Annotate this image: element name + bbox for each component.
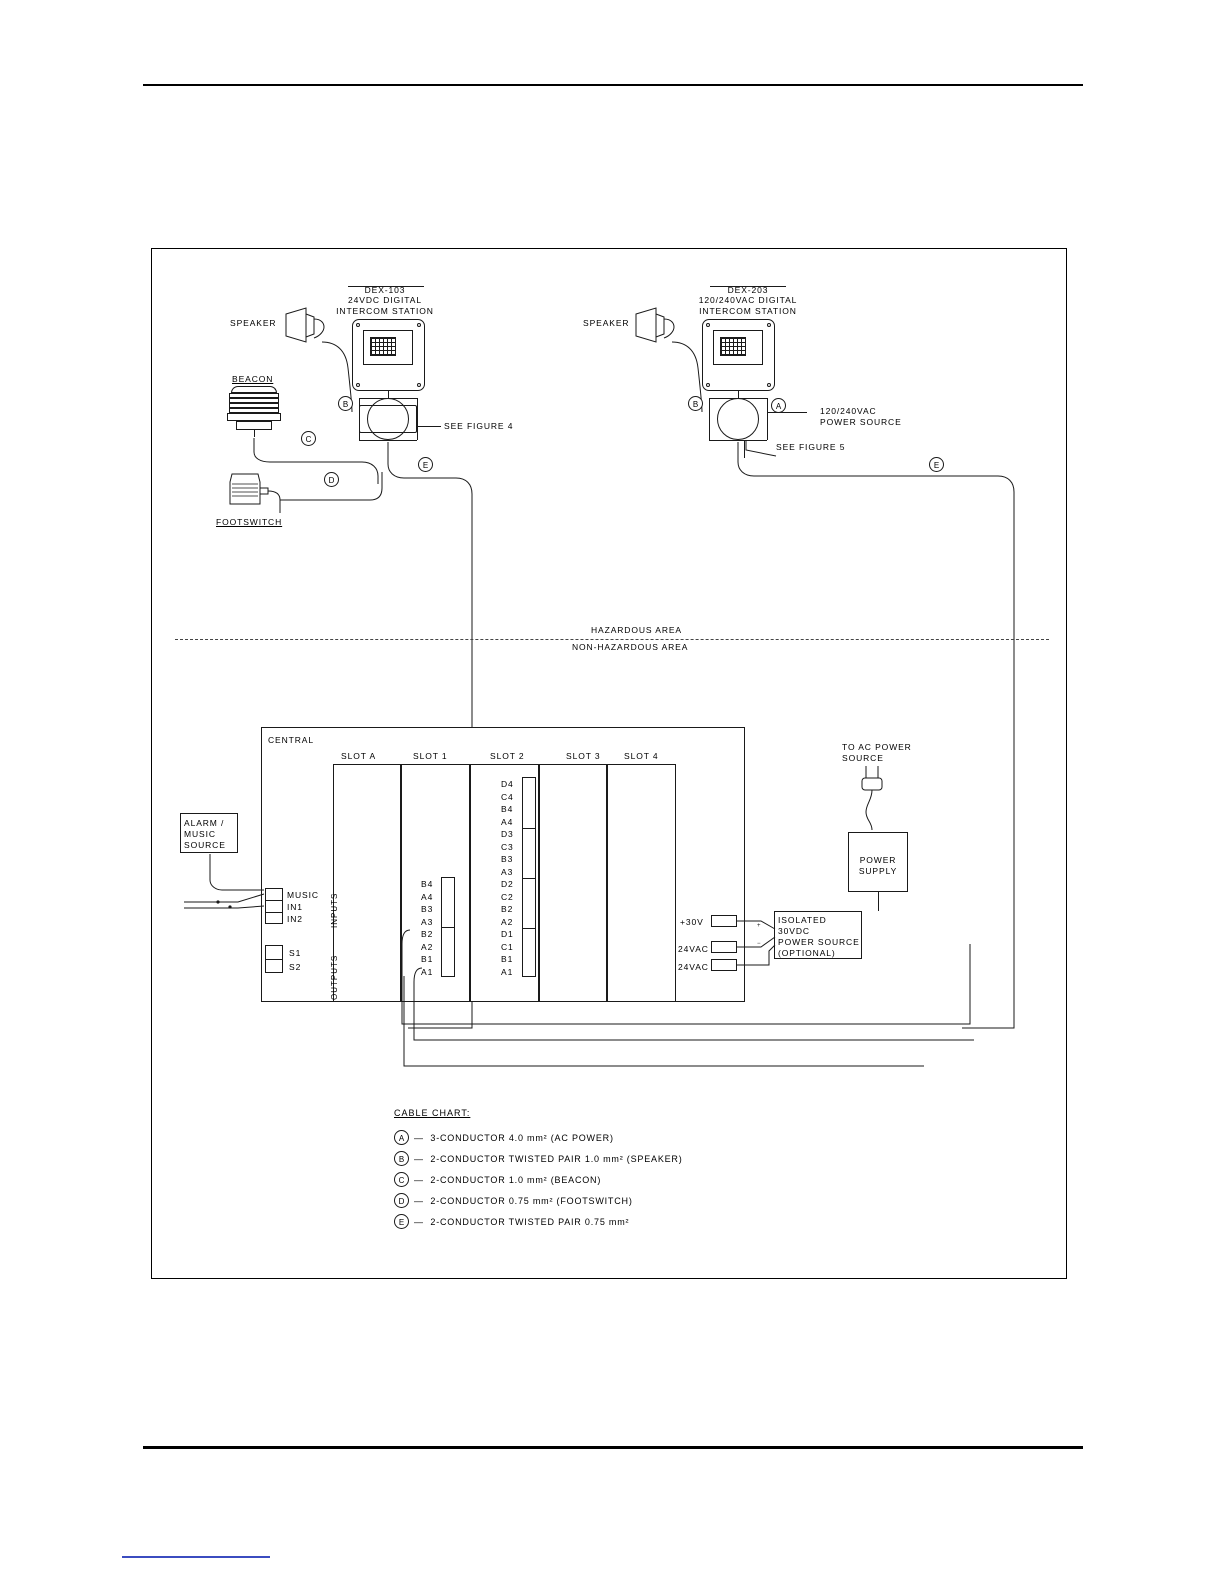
power-supply-line2: SUPPLY [858, 866, 898, 876]
slot-1-terminal-a1: A1 [421, 966, 434, 977]
slot-1-terminal-b1: B1 [421, 954, 434, 964]
cable-chart-text-d: — 2-CONDUCTOR 0.75 mm² (FOOTSWITCH) [414, 1196, 633, 1206]
right-station-model: DEX-203 [727, 285, 769, 295]
right-junction-box [717, 398, 759, 440]
slot-2-terminal-a1-15: A1 [501, 966, 514, 977]
input-terminal-in1: IN1 [287, 902, 303, 912]
right-station-line3: INTERCOM STATION [699, 306, 797, 316]
left-junction-right [417, 398, 418, 440]
right-station-model-underline [710, 285, 786, 287]
left-station-model-underline [348, 285, 424, 287]
slot-2-terminal-b4-2: B4 [501, 804, 514, 814]
alarm-source-wiring [178, 850, 278, 920]
central-title: CENTRAL [268, 735, 314, 745]
left-station-model: DEX-103 [364, 285, 406, 295]
footer-link-underline [122, 1556, 270, 1558]
slot2-div [522, 828, 536, 829]
see-figure-4-leader [417, 426, 441, 427]
power-supply-output [878, 892, 879, 911]
beacon-mount [236, 421, 272, 430]
power-terminal-30v: +30V [680, 917, 704, 927]
cable-chart-text-e: — 2-CONDUCTOR TWISTED PAIR 0.75 mm² [414, 1217, 630, 1227]
inputs-label: INPUTS [330, 892, 339, 928]
right-power-source-line1: 120/240VAC [820, 406, 877, 416]
slot-a-column [333, 764, 401, 1002]
right-junction-right [767, 398, 768, 440]
slot-2-terminal-b2-10: B2 [501, 904, 514, 914]
cable-chart-title: CABLE CHART: [394, 1108, 471, 1118]
output-terminal-s1: S1 [289, 948, 302, 958]
cable-tag-b-left: B [338, 396, 353, 411]
isolated-line1: ISOLATED [778, 915, 827, 925]
power-supply-line1: POWER [859, 855, 897, 865]
slot-2-terminal-c2-9: C2 [501, 891, 514, 902]
isolated-line3: POWER SOURCE [778, 937, 860, 947]
slot-1-label: SLOT 1 [413, 751, 448, 761]
cable-tag-c: C [301, 431, 316, 446]
cable-tag-a: A [771, 398, 786, 413]
alarm-source-line2: MUSIC [184, 829, 216, 839]
right-station-line2: 120/240VAC DIGITAL [698, 295, 798, 305]
alarm-source-line3: SOURCE [184, 840, 226, 850]
cable-chart-text-b: — 2-CONDUCTOR TWISTED PAIR 1.0 mm² (SPEAKER) [414, 1154, 683, 1164]
ac-plug-icon [852, 764, 900, 834]
cable-chart-tag-c: C [394, 1172, 409, 1187]
slot-1-terminal-a3: A3 [421, 916, 434, 927]
screw-icon [767, 323, 771, 327]
slot-2-terminal-b1-14: B1 [501, 954, 514, 964]
isolated-line2: 30VDC [778, 926, 810, 936]
cable-chart-text-c: — 2-CONDUCTOR 1.0 mm² (BEACON) [414, 1175, 602, 1185]
slot-2-terminal-c3-5: C3 [501, 841, 514, 852]
screw-icon [417, 323, 421, 327]
slot-2-terminal-c1-13: C1 [501, 941, 514, 952]
output-div [265, 959, 283, 960]
see-figure-4-label: SEE FIGURE 4 [444, 421, 514, 431]
cable-chart-tag-a: A [394, 1130, 409, 1145]
footer-rule [143, 1446, 1083, 1449]
input-terminal-music: MUSIC [287, 890, 319, 900]
left-junction-bracket [359, 405, 417, 433]
right-junction-top [709, 398, 767, 399]
to-ac-power-line2: SOURCE [842, 753, 884, 763]
right-speaker-label: SPEAKER [583, 318, 630, 328]
hazard-divider [175, 639, 1049, 640]
non-hazardous-area-label: NON-HAZARDOUS AREA [572, 642, 689, 652]
right-power-source-line2: POWER SOURCE [820, 417, 902, 427]
slot-1-terminal-b2: B2 [421, 929, 434, 939]
slot2-div [522, 878, 536, 879]
cable-chart-tag-b: B [394, 1151, 409, 1166]
footswitch-icon[interactable] [222, 470, 284, 515]
beacon-top [231, 386, 277, 393]
right-junction-left [709, 398, 710, 440]
cable-chart-text-a: — 3-CONDUCTOR 4.0 mm² (AC POWER) [414, 1133, 614, 1143]
to-ac-power-line1: TO AC POWER [842, 742, 912, 752]
right-ac-leader [767, 412, 807, 413]
output-terminal-s2: S2 [289, 962, 302, 972]
input-terminal-in2: IN2 [287, 914, 303, 924]
hazardous-area-label: HAZARDOUS AREA [591, 625, 683, 635]
right-cable-e [710, 440, 1020, 570]
cable-tag-e-right: E [929, 457, 944, 472]
see-figure-5-label: SEE FIGURE 5 [776, 442, 846, 452]
slot-2-terminal-d2-8: D2 [501, 879, 514, 889]
svg-text:−: − [757, 941, 761, 947]
outputs-label: OUTPUTS [330, 954, 339, 1000]
power-terminal-24vac-2: 24VAC [678, 962, 709, 972]
slot-1-terminal-a2: A2 [421, 941, 434, 952]
slot-2-terminal-d4-0: D4 [501, 779, 514, 789]
slot-1-terminal-b3: B3 [421, 904, 434, 914]
screw-icon [417, 383, 421, 387]
header-rule [143, 84, 1083, 86]
slot-2-terminal-d3-4: D3 [501, 829, 514, 839]
svg-text:+: + [757, 923, 761, 929]
slot-2-terminal-d1-12: D1 [501, 929, 514, 939]
slot-2-terminal-b3-6: B3 [501, 854, 514, 864]
cable-chart-tag-d: D [394, 1193, 409, 1208]
slot-1-terminal-b4: B4 [421, 879, 434, 889]
cable-tag-d: D [324, 472, 339, 487]
left-station-line2: 24VDC DIGITAL [348, 295, 422, 305]
left-station-line3: INTERCOM STATION [336, 306, 434, 316]
left-junction-top [359, 398, 417, 399]
beacon-base [227, 413, 281, 421]
screw-icon [767, 383, 771, 387]
power-terminal-24vac-1: 24VAC [678, 944, 709, 954]
slot-3-label: SLOT 3 [566, 751, 601, 761]
alarm-source-line1: ALARM / [184, 818, 225, 828]
isolated-line4: (OPTIONAL) [778, 948, 836, 958]
slot-2-terminal-a4-3: A4 [501, 816, 514, 827]
slot-2-terminal-a2-11: A2 [501, 916, 514, 927]
central-cable-returns [394, 920, 974, 1090]
left-junction-left [359, 398, 360, 440]
slot-2-label: SLOT 2 [490, 751, 525, 761]
footswitch-label: FOOTSWITCH [216, 517, 283, 527]
cable-chart-tag-e: E [394, 1214, 409, 1229]
cable-tag-e-left: E [418, 457, 433, 472]
left-beacon-label: BEACON [232, 374, 274, 384]
slot-1-terminal-a4: A4 [421, 891, 434, 902]
slot-4-label: SLOT 4 [624, 751, 659, 761]
left-speaker-label: SPEAKER [230, 318, 277, 328]
cable-tag-b-right: B [688, 396, 703, 411]
slot-2-terminal-c4-1: C4 [501, 791, 514, 802]
slot-a-label: SLOT A [341, 751, 377, 761]
slot-2-terminal-a3-7: A3 [501, 866, 514, 877]
